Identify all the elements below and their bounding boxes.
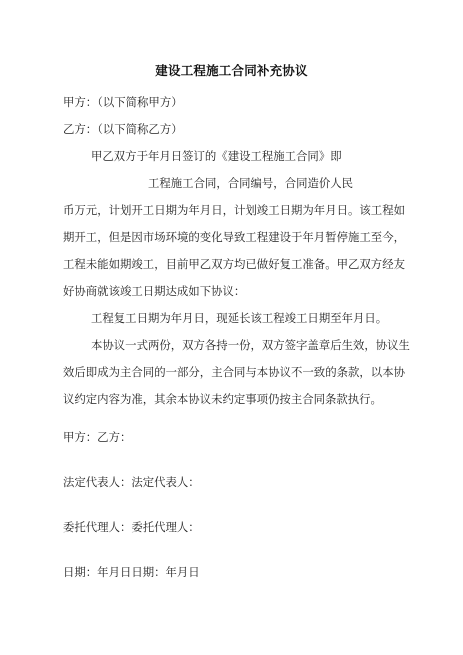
paragraph-1-line: 好协商就该竣工日期达成如下协议：	[63, 284, 246, 298]
signature-parties: 甲方：乙方：	[63, 430, 132, 444]
paragraph-3-line: 本协议一式两份，双方各持一份，双方签字盖章后生效，协议生	[91, 338, 410, 352]
paragraph-1-line: 工程施工合同，合同编号，合同造价人民	[148, 176, 354, 190]
party-a-line: 甲方：（以下简称甲方）	[63, 95, 183, 109]
paragraph-3-line: 效后即成为主合同的一部分，主合同与本协议不一致的条款，以本协	[63, 365, 405, 379]
signature-date: 日期：年月日日期：年月日	[63, 565, 200, 579]
signature-legal-rep: 法定代表人：法定代表人：	[63, 475, 200, 489]
signature-agent: 委托代理人：委托代理人：	[63, 520, 200, 534]
paragraph-1-line: 甲乙双方于年月日签订的《建设工程施工合同》即	[91, 149, 342, 163]
paragraph-3-line: 议约定内容为准，其余本协议未约定事项仍按主合同条款执行。	[63, 392, 382, 406]
party-b-line: 乙方：（以下简称乙方）	[63, 122, 183, 136]
document-title: 建设工程施工合同补充协议	[155, 63, 308, 78]
paragraph-2-line: 工程复工日期为年月日，现延长该工程竣工日期至年月日。	[91, 311, 388, 325]
paragraph-1-line: 期开工，但是因市场环境的变化导致工程建设于年月暂停施工至今，	[63, 230, 405, 244]
paragraph-1-line: 币万元，计划开工日期为年月日，计划竣工日期为年月日。该工程如	[63, 203, 405, 217]
paragraph-1-line: 工程未能如期竣工，目前甲乙双方均已做好复工准备。甲乙双方经友	[63, 257, 405, 271]
